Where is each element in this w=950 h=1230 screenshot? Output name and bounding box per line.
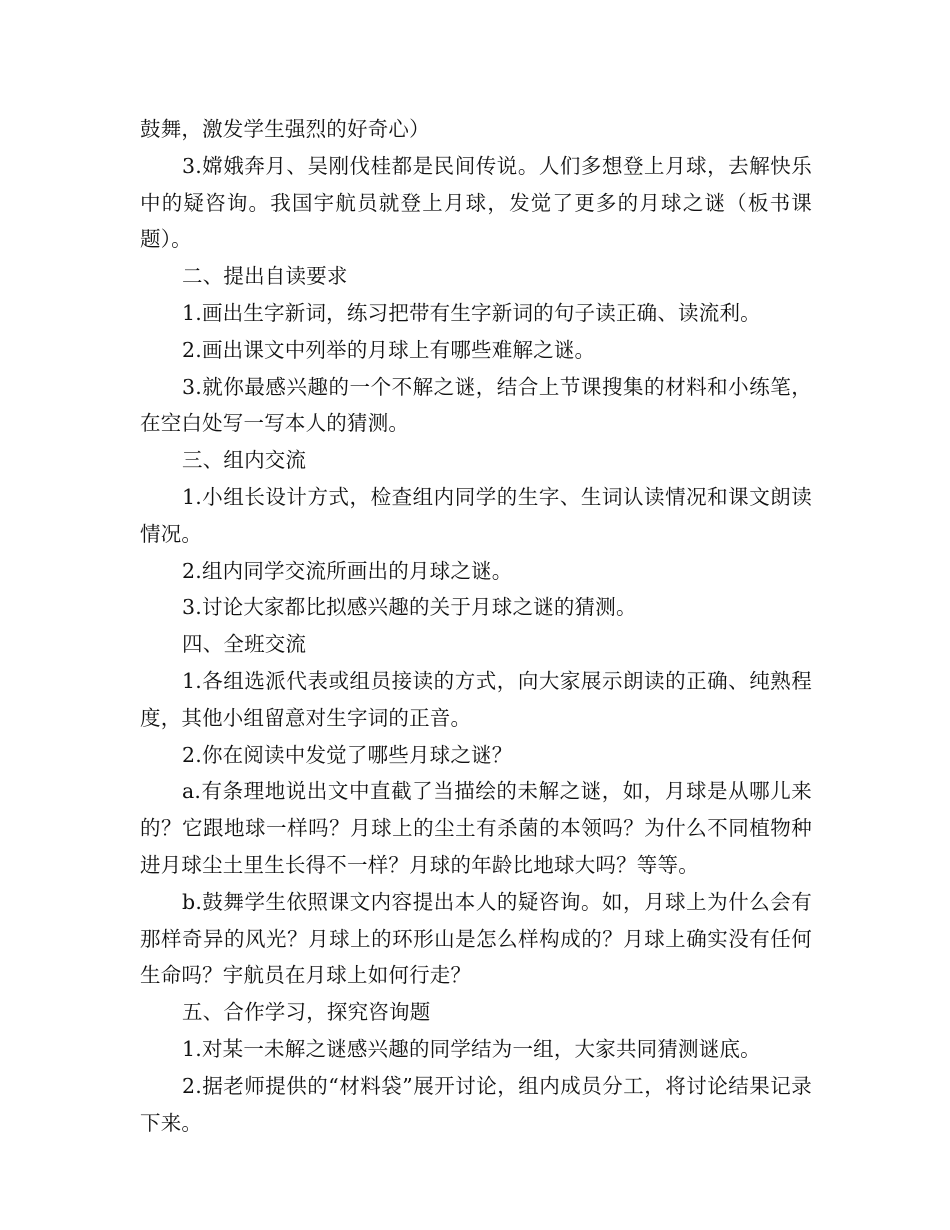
section-heading-4: 四、全班交流 xyxy=(182,632,307,657)
list-item: b.鼓舞学生依照课文内容提出本人的疑咨询。如，月球上为什么会有那样奇异的风光？月球上的环形山是怎么样构成的？月球上确实没有任何生命吗？宇航员在月球上如何行走？ xyxy=(140,889,812,988)
list-item: 2.组内同学交流所画出的月球之谜。 xyxy=(182,558,513,583)
list-item: a.有条理地说出文中直截了当描绘的未解之谜，如，月球是从哪儿来的？它跟地球一样吗？月球上的尘土有杀菌的本领吗？为什么不同植物种进月球尘土里生长得不一样？月球的年龄比地球大吗？等等。 xyxy=(140,779,812,877)
list-item: 1.画出生字新词，练习把带有生字新词的句子读正确、读流利。 xyxy=(182,300,761,325)
list-item: 1.对某一未解之谜感兴趣的同学结为一组，大家共同猜测谜底。 xyxy=(182,1036,761,1061)
list-item: 2.你在阅读中发觉了哪些月球之谜？ xyxy=(182,742,513,767)
section-heading-3: 三、组内交流 xyxy=(182,448,307,473)
document-body xyxy=(140,111,812,1141)
list-item: 2.画出课文中列举的月球上有哪些难解之谜。 xyxy=(182,337,596,362)
list-item: 3.讨论大家都比拟感兴趣的关于月球之谜的猜测。 xyxy=(182,595,637,620)
paragraph-continuation: 鼓舞，激发学生强烈的好奇心） xyxy=(140,117,430,141)
list-item: 1.小组长设计方式，检查组内同学的生字、生词认读情况和课文朗读情况。 xyxy=(140,484,812,546)
list-item: 3.就你最感兴趣的一个不解之谜，结合上节课搜集的材料和小练笔，在空白处写一写本人的猜测。 xyxy=(140,374,812,436)
section-heading-2: 二、提出自读要求 xyxy=(182,264,348,289)
list-item: 2.据老师提供的“材料袋”展开讨论，组内成员分工，将讨论结果记录下来。 xyxy=(140,1073,812,1135)
paragraph-intro-3: 3.嫦娥奔月、吴刚伐桂都是民间传说。人们多想登上月球，去解快乐中的疑咨询。我国宇航员就登上月球，发觉了更多的月球之谜（板书课题）。 xyxy=(140,153,812,252)
section-heading-5: 五、合作学习，探究咨询题 xyxy=(182,1000,431,1025)
list-item: 1.各组选派代表或组员接读的方式，向大家展示朗读的正确、纯熟程度，其他小组留意对生字词的正音。 xyxy=(140,668,812,730)
